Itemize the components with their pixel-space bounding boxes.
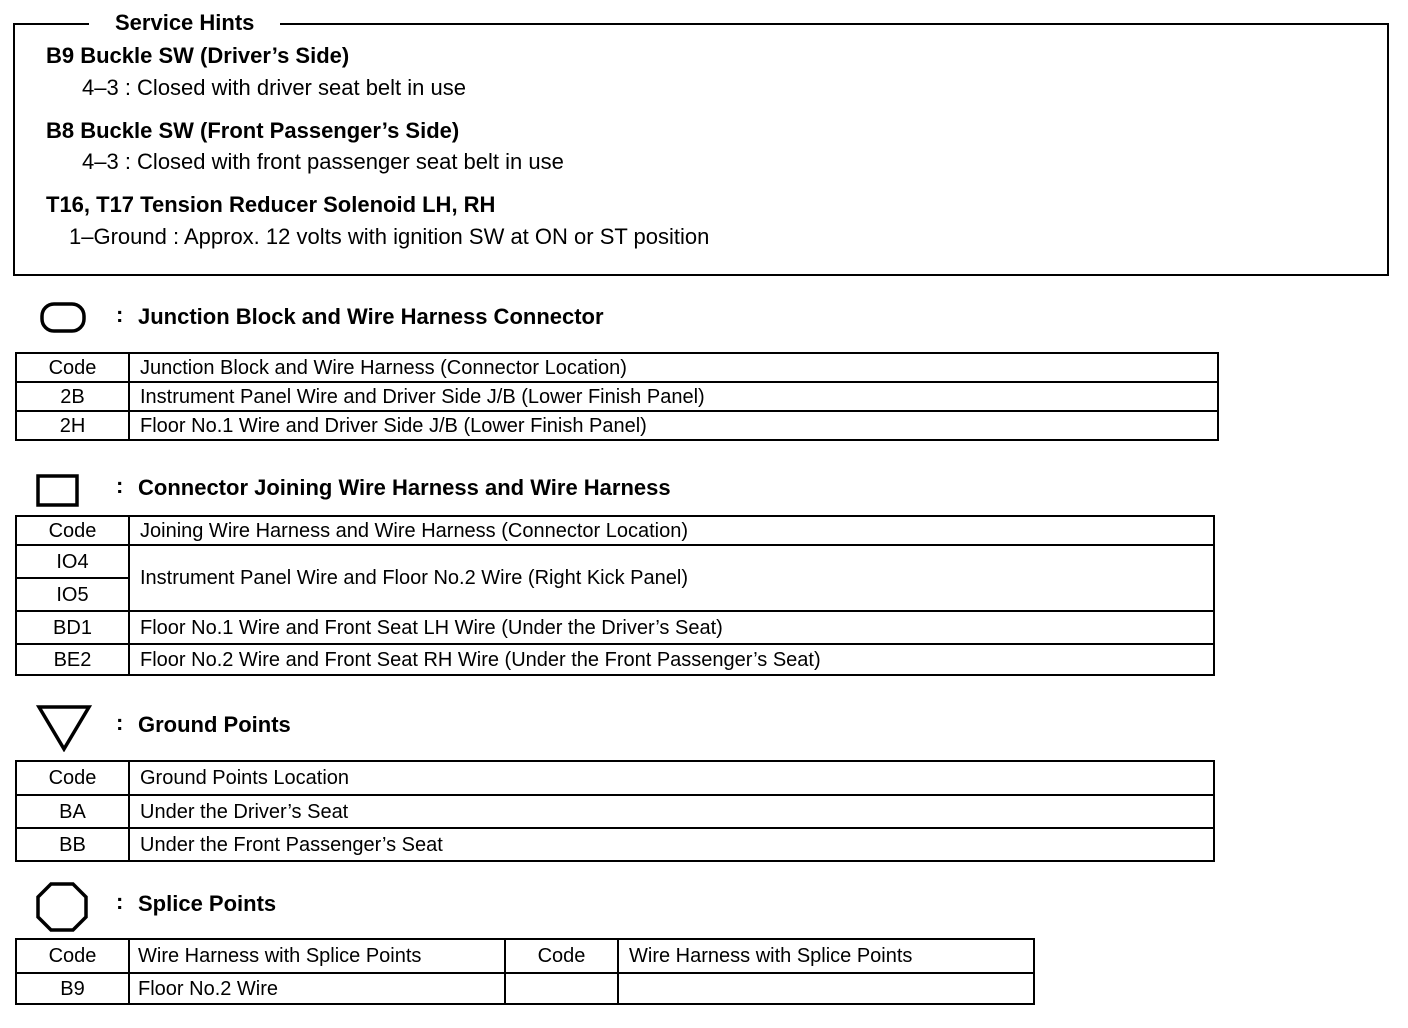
table-row	[16, 828, 1214, 861]
table-row	[16, 545, 1214, 578]
connector-table	[15, 515, 1215, 676]
table-cell: BA	[16, 795, 129, 828]
hint-heading: T16, T17 Tension Reducer Solenoid LH, RH	[46, 192, 496, 217]
table-row	[16, 795, 1214, 828]
colon-separator: :	[116, 710, 124, 735]
table-cell: 2B	[16, 382, 129, 411]
hint-detail: 1–Ground : Approx. 12 volts with ignition SW at ON or ST position	[69, 224, 710, 249]
table-header-cell: Code	[16, 353, 129, 382]
table-header-row	[16, 516, 1214, 545]
table-header-cell: Ground Points Location	[129, 761, 1214, 795]
table-cell: B9	[16, 973, 129, 1004]
junction-table	[15, 352, 1219, 441]
rounded-rectangle-icon	[40, 302, 86, 334]
table-header-cell: Wire Harness with Splice Points	[618, 939, 1034, 973]
table-cell: BB	[16, 828, 129, 861]
hint-detail: 4–3 : Closed with front passenger seat belt in use	[82, 149, 564, 174]
table-row	[16, 611, 1214, 644]
colon-separator: :	[116, 473, 124, 498]
table-header-row	[16, 939, 1034, 973]
hint-heading: B9 Buckle SW (Driver’s Side)	[46, 43, 350, 68]
colon-separator: :	[116, 302, 124, 327]
splice-table	[15, 938, 1035, 1005]
table-row	[16, 973, 1034, 1004]
table-header-cell: Junction Block and Wire Harness (Connector Location)	[129, 353, 1218, 382]
table-cell: Floor No.1 Wire and Front Seat LH Wire (Under the Driver’s Seat)	[129, 611, 1214, 644]
table-cell	[505, 973, 618, 1004]
table-cell: BE2	[16, 644, 129, 675]
table-header-row	[16, 761, 1214, 795]
table-cell: 2H	[16, 411, 129, 440]
hint-detail: 4–3 : Closed with driver seat belt in use	[82, 75, 466, 100]
service-hints-title: Service Hints	[89, 10, 280, 36]
table-header-cell: Wire Harness with Splice Points	[129, 939, 505, 973]
table-header-cell: Code	[16, 761, 129, 795]
table-cell: Floor No.1 Wire and Driver Side J/B (Lower Finish Panel)	[129, 411, 1218, 440]
table-row	[16, 382, 1218, 411]
table-cell: Floor No.2 Wire and Front Seat RH Wire (Under the Front Passenger’s Seat)	[129, 644, 1214, 675]
table-row	[16, 644, 1214, 675]
table-cell: BD1	[16, 611, 129, 644]
table-cell	[618, 973, 1034, 1004]
table-cell: IO4	[16, 545, 129, 578]
table-cell: Under the Driver’s Seat	[129, 795, 1214, 828]
junction-section-title: Junction Block and Wire Harness Connector	[138, 304, 604, 329]
table-header-row	[16, 353, 1218, 382]
down-triangle-icon	[36, 704, 92, 752]
connector-section-title: Connector Joining Wire Harness and Wire Harness	[138, 475, 671, 500]
table-header-cell: Joining Wire Harness and Wire Harness (Connector Location)	[129, 516, 1214, 545]
hint-heading: B8 Buckle SW (Front Passenger’s Side)	[46, 118, 460, 143]
colon-separator: :	[116, 889, 124, 914]
table-header-cell: Code	[16, 516, 129, 545]
octagon-icon	[35, 881, 89, 933]
splice-section-title: Splice Points	[138, 891, 277, 916]
ground-table	[15, 760, 1215, 862]
table-row	[16, 411, 1218, 440]
table-header-cell: Code	[16, 939, 129, 973]
table-cell: Under the Front Passenger’s Seat	[129, 828, 1214, 861]
table-cell: IO5	[16, 578, 129, 611]
ground-section-title: Ground Points	[138, 712, 291, 737]
table-cell: Instrument Panel Wire and Floor No.2 Wire (Right Kick Panel)	[129, 545, 1214, 611]
table-header-cell: Code	[505, 939, 618, 973]
table-cell: Instrument Panel Wire and Driver Side J/B (Lower Finish Panel)	[129, 382, 1218, 411]
table-cell: Floor No.2 Wire	[129, 973, 505, 1004]
square-icon	[36, 474, 80, 508]
